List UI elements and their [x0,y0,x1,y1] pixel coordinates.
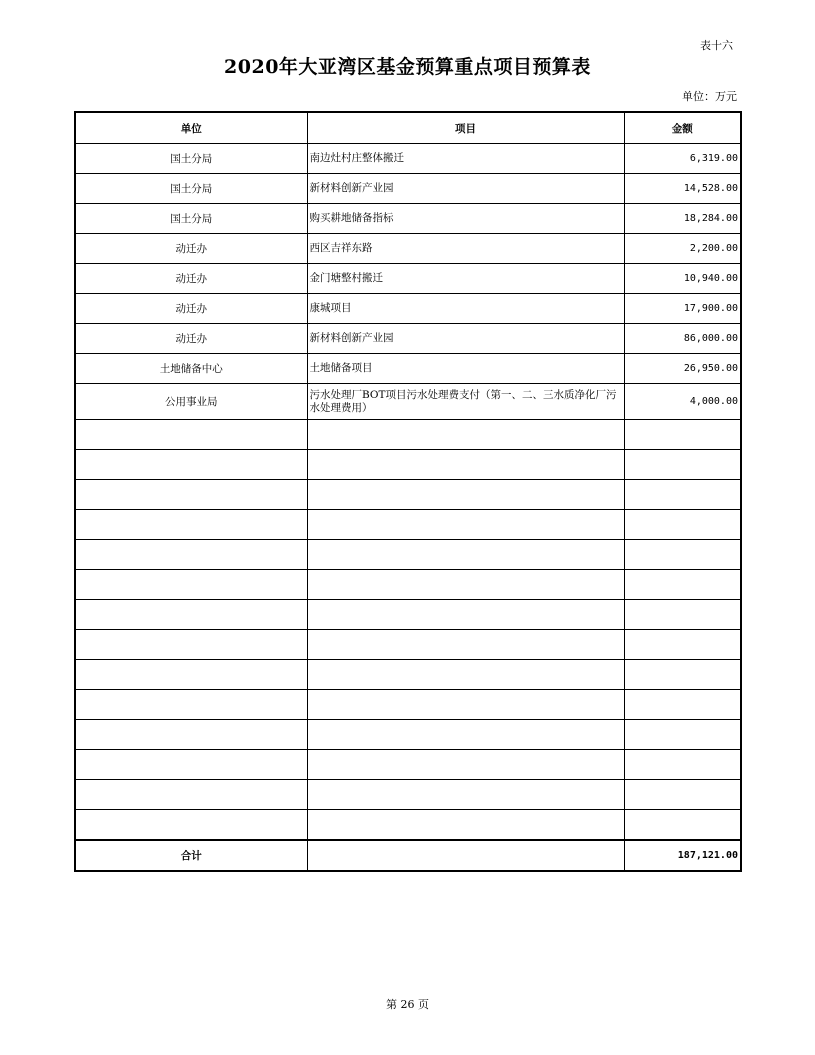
table-row [75,324,741,354]
empty-cell [624,720,741,750]
empty-cell [75,690,307,720]
table-row [75,174,741,204]
empty-cell [624,420,741,450]
unit-cell: 动迁办 [75,324,307,354]
header-amount: 金额 [624,112,741,144]
empty-cell [75,600,307,630]
empty-row [75,690,741,720]
empty-cell [307,540,624,570]
empty-cell [624,450,741,480]
empty-cell [624,660,741,690]
table-header-row [75,112,741,144]
empty-cell [307,600,624,630]
total-row [75,840,741,871]
header-project: 项目 [307,112,624,144]
project-cell: 西区吉祥东路 [307,234,624,264]
empty-cell [75,540,307,570]
total-label: 合计 [75,840,307,871]
table-row [75,204,741,234]
page-number: 第 26 页 [386,998,429,1011]
empty-cell [624,750,741,780]
empty-cell [624,480,741,510]
unit-cell: 动迁办 [75,294,307,324]
unit-cell: 国土分局 [75,174,307,204]
unit-cell: 土地储备中心 [75,354,307,384]
total-project-cell [307,840,624,871]
empty-row [75,810,741,841]
amount-cell: 6,319.00 [624,144,741,174]
empty-cell [624,780,741,810]
amount-cell: 14,528.00 [624,174,741,204]
empty-row [75,570,741,600]
empty-cell [307,450,624,480]
empty-row [75,600,741,630]
empty-cell [307,690,624,720]
empty-cell [307,480,624,510]
empty-row [75,780,741,810]
empty-row [75,420,741,450]
amount-cell: 2,200.00 [624,234,741,264]
empty-cell [307,510,624,540]
empty-cell [307,750,624,780]
empty-cell [624,510,741,540]
table-row [75,354,741,384]
table-row [75,234,741,264]
budget-table [74,111,742,872]
project-cell: 土地储备项目 [307,354,624,384]
document-title: 2020年大亚湾区基金预算重点项目预算表 [224,56,591,78]
table-row [75,144,741,174]
project-cell: 金门塘整村搬迁 [307,264,624,294]
amount-cell: 17,900.00 [624,294,741,324]
project-cell: 南边灶村庄整体搬迁 [307,144,624,174]
empty-cell [75,630,307,660]
empty-row [75,540,741,570]
project-cell: 康城项目 [307,294,624,324]
empty-cell [75,660,307,690]
amount-cell: 86,000.00 [624,324,741,354]
empty-cell [307,420,624,450]
table-row [75,264,741,294]
unit-cell: 国土分局 [75,144,307,174]
empty-cell [75,510,307,540]
empty-cell [307,780,624,810]
amount-cell: 4,000.00 [624,384,741,420]
amount-cell: 26,950.00 [624,354,741,384]
empty-cell [75,720,307,750]
empty-row [75,480,741,510]
total-amount: 187,121.00 [624,840,741,871]
empty-cell [624,570,741,600]
empty-cell [75,780,307,810]
empty-row [75,630,741,660]
empty-cell [75,810,307,841]
amount-cell: 10,940.00 [624,264,741,294]
project-cell: 购买耕地储备指标 [307,204,624,234]
project-cell: 新材料创新产业园 [307,324,624,354]
empty-cell [624,630,741,660]
table-row [75,384,741,420]
empty-cell [75,750,307,780]
unit-cell: 公用事业局 [75,384,307,420]
empty-cell [307,810,624,841]
project-cell: 污水处理厂BOT项目污水处理费支付（第一、二、三水质净化厂污水处理费用） [307,384,624,420]
table-number: 表十六 [700,39,733,52]
empty-cell [307,660,624,690]
empty-cell [624,600,741,630]
empty-cell [75,570,307,600]
empty-cell [624,810,741,841]
empty-cell [75,480,307,510]
empty-row [75,750,741,780]
empty-row [75,660,741,690]
unit-cell: 动迁办 [75,234,307,264]
empty-row [75,510,741,540]
empty-cell [75,420,307,450]
unit-note: 单位：万元 [682,90,737,103]
empty-cell [75,450,307,480]
empty-cell [307,630,624,660]
empty-cell [307,570,624,600]
empty-row [75,450,741,480]
empty-row [75,720,741,750]
empty-cell [624,540,741,570]
table-row [75,294,741,324]
unit-cell: 动迁办 [75,264,307,294]
amount-cell: 18,284.00 [624,204,741,234]
empty-cell [624,690,741,720]
empty-cell [307,720,624,750]
unit-cell: 国土分局 [75,204,307,234]
project-cell: 新材料创新产业园 [307,174,624,204]
header-unit: 单位 [75,112,307,144]
table-body [75,144,741,872]
